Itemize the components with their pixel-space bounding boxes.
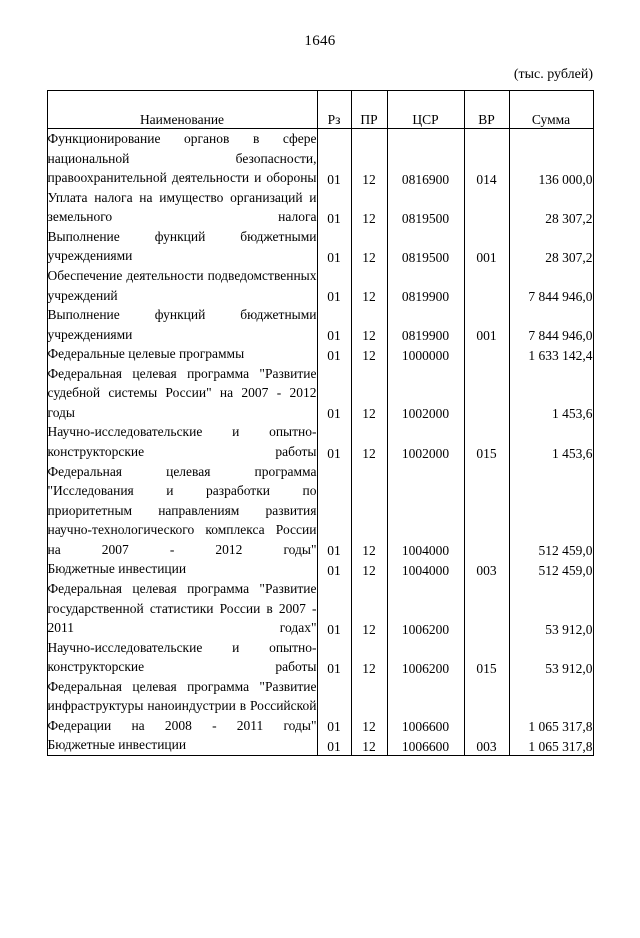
row-sum: 512 459,0 xyxy=(509,559,593,579)
row-name: Федеральные целевые программы xyxy=(47,344,317,364)
row-csr: 1006600 xyxy=(387,735,464,755)
row-rz: 01 xyxy=(317,462,351,560)
row-csr: 1002000 xyxy=(387,364,464,423)
row-pr: 12 xyxy=(351,129,387,188)
column-header-pr: ПР xyxy=(351,91,387,129)
page-number: 1646 xyxy=(304,33,336,49)
row-sum: 53 912,0 xyxy=(509,579,593,638)
document-page xyxy=(0,33,640,938)
row-sum: 7 844 946,0 xyxy=(509,305,593,344)
row-name: Федеральная целевая программа "Развитие судебной системы России" на 2007 - 2012 годы xyxy=(47,364,317,423)
row-sum: 1 633 142,4 xyxy=(509,344,593,364)
table-row xyxy=(47,305,593,344)
row-vr xyxy=(464,364,509,423)
row-sum: 7 844 946,0 xyxy=(509,266,593,305)
column-header-rz: Рз xyxy=(317,91,351,129)
row-name: Научно-исследовательские и опытно-конструкторские работы xyxy=(47,422,317,461)
row-pr: 12 xyxy=(351,266,387,305)
row-csr: 1004000 xyxy=(387,559,464,579)
table-row xyxy=(47,266,593,305)
row-rz: 01 xyxy=(317,227,351,266)
table-row xyxy=(47,364,593,423)
row-pr: 12 xyxy=(351,422,387,461)
row-name: Уплата налога на имущество организаций и земельного налога xyxy=(47,188,317,227)
row-vr: 001 xyxy=(464,227,509,266)
row-csr: 0819900 xyxy=(387,266,464,305)
row-sum: 28 307,2 xyxy=(509,188,593,227)
row-vr xyxy=(464,266,509,305)
table-row xyxy=(47,344,593,364)
row-sum: 512 459,0 xyxy=(509,462,593,560)
table-row xyxy=(47,422,593,461)
row-name: Выполнение функций бюджетными учреждениями xyxy=(47,305,317,344)
table-row xyxy=(47,638,593,677)
row-csr: 0819500 xyxy=(387,188,464,227)
row-pr: 12 xyxy=(351,227,387,266)
row-name: Федеральная целевая программа "Развитие инфраструктуры наноиндустрии в Российской Федерации на 2008 - 2011 годы" xyxy=(47,677,317,736)
row-pr: 12 xyxy=(351,559,387,579)
row-csr: 0816900 xyxy=(387,129,464,188)
table-row xyxy=(47,129,593,188)
row-vr xyxy=(464,579,509,638)
column-header-name: Наименование xyxy=(47,91,317,129)
row-rz: 01 xyxy=(317,422,351,461)
row-pr: 12 xyxy=(351,188,387,227)
row-pr: 12 xyxy=(351,344,387,364)
budget-table xyxy=(47,90,594,756)
table-body xyxy=(47,129,593,756)
row-csr: 1006600 xyxy=(387,677,464,736)
row-sum: 1 453,6 xyxy=(509,364,593,423)
row-csr: 1002000 xyxy=(387,422,464,461)
row-name: Федеральная целевая программа "Развитие государственной статистики России в 2007 - 2011 годах" xyxy=(47,579,317,638)
row-rz: 01 xyxy=(317,559,351,579)
row-vr xyxy=(464,344,509,364)
table-row xyxy=(47,677,593,736)
row-csr: 1000000 xyxy=(387,344,464,364)
table-row xyxy=(47,462,593,560)
row-csr: 0819500 xyxy=(387,227,464,266)
row-vr: 003 xyxy=(464,735,509,755)
row-rz: 01 xyxy=(317,188,351,227)
row-vr xyxy=(464,462,509,560)
row-rz: 01 xyxy=(317,638,351,677)
row-sum: 53 912,0 xyxy=(509,638,593,677)
row-csr: 1004000 xyxy=(387,462,464,560)
row-vr: 003 xyxy=(464,559,509,579)
row-vr: 015 xyxy=(464,638,509,677)
row-name: Научно-исследовательские и опытно-конструкторские работы xyxy=(47,638,317,677)
row-vr: 001 xyxy=(464,305,509,344)
table-row xyxy=(47,227,593,266)
row-pr: 12 xyxy=(351,364,387,423)
table-header xyxy=(47,91,593,129)
row-pr: 12 xyxy=(351,735,387,755)
row-vr xyxy=(464,188,509,227)
row-vr: 015 xyxy=(464,422,509,461)
row-csr: 1006200 xyxy=(387,579,464,638)
row-pr: 12 xyxy=(351,638,387,677)
row-rz: 01 xyxy=(317,305,351,344)
row-rz: 01 xyxy=(317,735,351,755)
row-rz: 01 xyxy=(317,364,351,423)
row-pr: 12 xyxy=(351,305,387,344)
row-sum: 1 065 317,8 xyxy=(509,677,593,736)
row-name: Выполнение функций бюджетными учреждениями xyxy=(47,227,317,266)
row-pr: 12 xyxy=(351,462,387,560)
row-csr: 0819900 xyxy=(387,305,464,344)
row-pr: 12 xyxy=(351,579,387,638)
row-name: Федеральная целевая программа "Исследования и разработки по приоритетным направлениям развития научно-технологического комплекса России на 2007 - 2012 годы" xyxy=(47,462,317,560)
row-rz: 01 xyxy=(317,266,351,305)
row-rz: 01 xyxy=(317,129,351,188)
row-name: Функционирование органов в сфере национальной безопасности, правоохранительной деятельности и обороны xyxy=(47,129,317,188)
row-name: Обеспечение деятельности подведомственных учреждений xyxy=(47,266,317,305)
row-pr: 12 xyxy=(351,677,387,736)
row-csr: 1006200 xyxy=(387,638,464,677)
row-vr: 014 xyxy=(464,129,509,188)
row-sum: 1 453,6 xyxy=(509,422,593,461)
row-sum: 28 307,2 xyxy=(509,227,593,266)
row-sum: 1 065 317,8 xyxy=(509,735,593,755)
table-row xyxy=(47,579,593,638)
column-header-vr: ВР xyxy=(464,91,509,129)
row-name: Бюджетные инвестиции xyxy=(47,735,317,755)
column-header-csr: ЦСР xyxy=(387,91,464,129)
row-name: Бюджетные инвестиции xyxy=(47,559,317,579)
row-rz: 01 xyxy=(317,579,351,638)
table-row xyxy=(47,735,593,755)
column-header-sum: Сумма xyxy=(509,91,593,129)
units-note: (тыс. рублей) xyxy=(513,67,593,82)
row-rz: 01 xyxy=(317,677,351,736)
row-rz: 01 xyxy=(317,344,351,364)
row-sum: 136 000,0 xyxy=(509,129,593,188)
row-vr xyxy=(464,677,509,736)
table-row xyxy=(47,559,593,579)
table-row xyxy=(47,188,593,227)
